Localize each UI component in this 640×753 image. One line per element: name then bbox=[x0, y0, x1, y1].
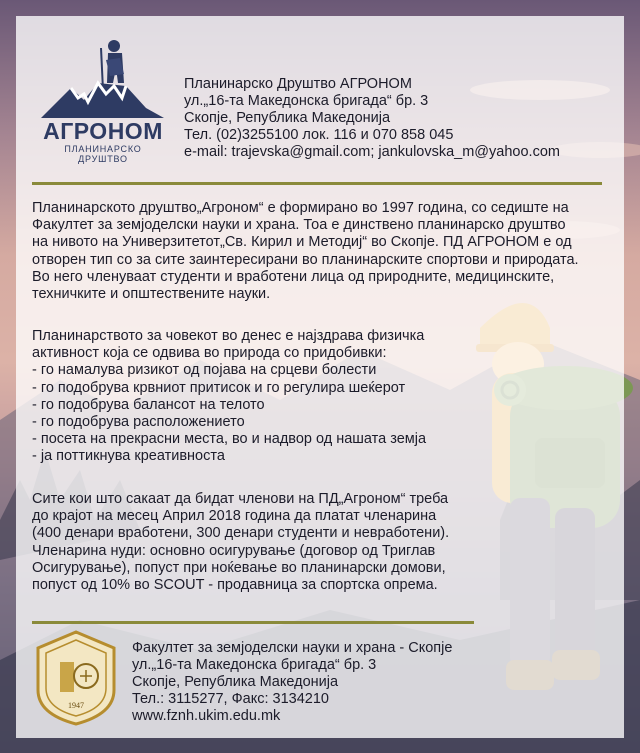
benefit-item: - ја поттикнува креативноста bbox=[32, 448, 225, 465]
benefits-line: Планинарството за човекот во денес е најздрава физичка bbox=[32, 328, 425, 344]
membership-line: (400 денари вработени, 300 денари студенти и невработени). bbox=[32, 525, 450, 542]
benefit-item: - го намалува ризикот од појава на срцеви болести bbox=[32, 362, 377, 379]
membership-line: Сите кои што сакаат да бидат членови на ПД„Агроном“ треба bbox=[32, 491, 449, 507]
intro-line: на нивото на Универзитетот„Св. Кирил и Методиј“ во Скопје. ПД АГРОНОМ е од bbox=[32, 234, 572, 251]
faculty-address-line: ул.„16-та Македонска бригада“ бр. 3 bbox=[132, 657, 377, 673]
club-email-line: e-mail: trajevska@gmail.com; jankulovska_m@yahoo.com bbox=[184, 144, 560, 160]
club-address-line: ул.„16-та Македонска бригада“ бр. 3 bbox=[184, 93, 429, 109]
faculty-website-link[interactable]: www.fznh.ukim.edu.mk bbox=[132, 708, 281, 724]
divider-bottom bbox=[32, 621, 474, 624]
faculty-city-line: Скопје, Република Македонија bbox=[132, 674, 339, 690]
club-logo-subtitle: ПЛАНИНАРСКО ДРУШТВО bbox=[64, 144, 142, 164]
benefits-line: активност која се одвива во природа со придобивки: bbox=[32, 345, 387, 362]
benefit-item: - го подобрува балансот на телото bbox=[32, 396, 265, 413]
divider-top bbox=[32, 182, 602, 185]
membership-line: до крајот на месец Април 2018 година да платат членарина bbox=[32, 508, 437, 525]
intro-line: отворен тип со за сите заинтересирани во планинарските спортови и природата. bbox=[32, 251, 579, 268]
benefit-item: - го подобрува расположението bbox=[32, 414, 245, 431]
benefit-item: - посета на прекрасни места, во и надвор од нашата земја bbox=[32, 431, 427, 448]
faculty-phone-line: Тел.: 3115277, Факс: 3134210 bbox=[132, 691, 329, 707]
intro-paragraph bbox=[32, 200, 579, 303]
membership-line: Осигурување), попуст при ноќевање во планинарски домови, bbox=[32, 559, 446, 576]
club-city-line: Скопје, Република Македонија bbox=[184, 110, 391, 126]
membership-line: попуст од 10% во SCOUT - продавница за спортска опрема. bbox=[32, 577, 438, 594]
benefits-paragraph bbox=[32, 328, 426, 466]
club-logo-name: АГРОНОМ bbox=[43, 118, 163, 144]
intro-line: техничките и општествените науки. bbox=[32, 286, 271, 303]
intro-line: Во него членуваат студенти и вработени лица од природните, медицинските, bbox=[32, 268, 555, 285]
faculty-contact-block bbox=[132, 640, 452, 725]
faculty-seal-icon bbox=[30, 628, 122, 728]
club-name-line: Планинарско Друштво АГРОНОМ bbox=[184, 76, 412, 92]
membership-line: Членарина нуди: основно осигурување (договор од Триглав bbox=[32, 542, 436, 559]
membership-paragraph bbox=[32, 491, 449, 594]
club-contact-block bbox=[184, 76, 560, 161]
club-phone-line: Тел. (02)3255100 лок. 116 и 070 858 045 bbox=[184, 127, 454, 143]
intro-line: Факултет за земјоделски науки и храна. Тоа е динствено планинарско друштво bbox=[32, 217, 566, 234]
intro-line: Планинарското друштво„Агроном“ е формирано во 1997 година, со седиште на bbox=[32, 200, 569, 216]
seal-year: 1947 bbox=[68, 701, 84, 710]
benefit-item: - го подобрува крвниот притисок и го регулира шеќерот bbox=[32, 379, 406, 396]
faculty-name-line: Факултет за земјоделски науки и храна - Скопје bbox=[132, 640, 453, 656]
